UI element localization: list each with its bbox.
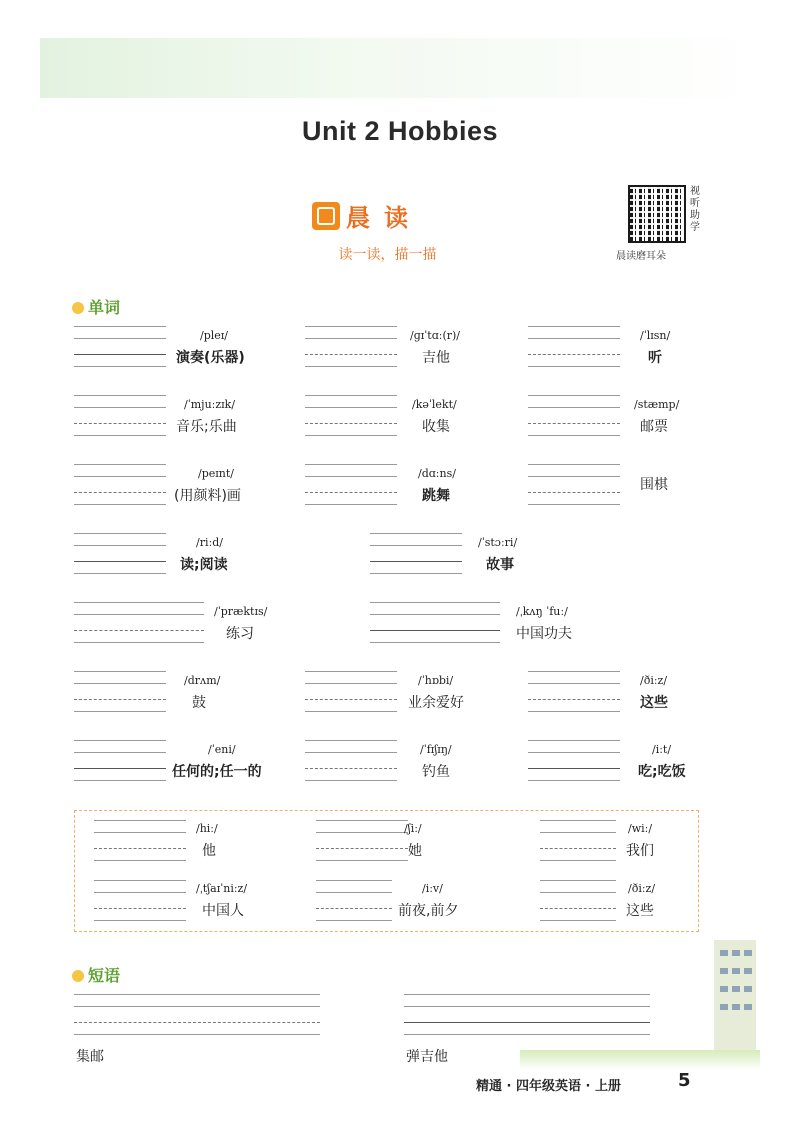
phonetic: /ˈstɔːri/: [478, 536, 518, 549]
meaning: 这些: [626, 903, 654, 919]
phrase-meaning: 弹吉他: [406, 1049, 448, 1065]
writing-lines[interactable]: [540, 880, 616, 918]
meaning: 音乐;乐曲: [176, 419, 237, 435]
writing-lines[interactable]: [74, 326, 166, 364]
phonetic: /iːt/: [652, 743, 672, 756]
phonetic: /wiː/: [628, 822, 653, 835]
writing-lines[interactable]: [316, 880, 392, 918]
phonetic: /iːv/: [422, 882, 443, 895]
writing-lines[interactable]: [305, 326, 397, 364]
phonetic: /kəˈlekt/: [412, 398, 457, 411]
phonetic: /ɡɪˈtɑː(r)/: [410, 329, 461, 342]
phonetic: /ðiːz/: [640, 674, 668, 687]
meaning: 我们: [626, 843, 654, 859]
phonetic: /ˌtʃaɪˈniːz/: [196, 882, 248, 895]
meaning: 任何的;任一的: [172, 764, 262, 780]
writing-lines[interactable]: [74, 533, 166, 571]
bullet-icon: [72, 302, 84, 314]
meaning: 跳舞: [422, 488, 450, 504]
phonetic: /ˈmjuːzɪk/: [184, 398, 236, 411]
meaning: 故事: [486, 557, 514, 573]
writing-lines[interactable]: [305, 395, 397, 433]
meaning: 这些: [640, 695, 668, 711]
section-subtitle: 读一读，描一描: [338, 247, 437, 263]
phonetic: /ˈfɪʃɪŋ/: [420, 743, 452, 756]
reading-icon: [312, 202, 340, 230]
writing-lines[interactable]: [305, 671, 397, 709]
writing-lines[interactable]: [74, 671, 166, 709]
phonetic: /ðiːz/: [628, 882, 656, 895]
phrase-meaning: 集邮: [76, 1049, 104, 1065]
meaning: 中国功夫: [516, 626, 572, 642]
header-band: [40, 38, 760, 98]
meaning: 中国人: [202, 903, 244, 919]
phonetic: /ˌkʌŋ ˈfuː/: [516, 605, 568, 618]
qr-code-icon[interactable]: [628, 185, 686, 243]
meaning: 邮票: [640, 419, 668, 435]
meaning: 他: [202, 843, 216, 859]
meaning: 业余爱好: [408, 695, 464, 711]
phonetic: /dɑːns/: [418, 467, 456, 480]
qr-caption: 晨读磨耳朵: [616, 251, 666, 262]
phonetic: /drʌm/: [184, 674, 221, 687]
phonetic: /peɪnt/: [198, 467, 234, 480]
phonetic: /hiː/: [196, 822, 218, 835]
phonetic: /ˈeni/: [208, 743, 236, 756]
grass-decoration: [520, 1050, 760, 1070]
phonetic: /pleɪ/: [200, 329, 228, 342]
writing-lines[interactable]: [74, 740, 166, 778]
meaning: 吃;吃饭: [638, 764, 686, 780]
meaning: 读;阅读: [180, 557, 228, 573]
phonetic: /stæmp/: [634, 398, 680, 411]
writing-lines[interactable]: [404, 994, 650, 1032]
phonetic: /riːd/: [196, 536, 223, 549]
meaning: 听: [648, 350, 662, 366]
writing-lines[interactable]: [528, 395, 620, 433]
section-title: 晨读: [346, 204, 422, 232]
phonetic: /ˈpræktɪs/: [214, 605, 268, 618]
phonetic: /ˈlɪsn/: [640, 329, 671, 342]
book-title: 精通 · 四年级英语 · 上册: [476, 1079, 621, 1094]
writing-lines[interactable]: [94, 820, 186, 858]
writing-lines[interactable]: [74, 395, 166, 433]
writing-lines[interactable]: [316, 820, 408, 858]
writing-lines[interactable]: [370, 602, 500, 640]
meaning: 吉他: [422, 350, 450, 366]
writing-lines[interactable]: [74, 602, 204, 640]
meaning: 围棋: [640, 477, 668, 493]
meaning: 鼓: [192, 695, 206, 711]
writing-lines[interactable]: [528, 464, 620, 502]
meaning: 钓鱼: [422, 764, 450, 780]
writing-lines[interactable]: [305, 464, 397, 502]
bullet-icon: [72, 970, 84, 982]
phonetic: /ʃiː/: [404, 822, 422, 835]
writing-lines[interactable]: [74, 464, 166, 502]
writing-lines[interactable]: [94, 880, 186, 918]
page-number: 5: [678, 1070, 691, 1091]
meaning: (用颜料)画: [174, 488, 241, 504]
meaning: 演奏(乐器): [176, 350, 245, 366]
qr-side-label: 视听助学: [690, 186, 700, 233]
writing-lines[interactable]: [528, 740, 620, 778]
meaning: 前夜,前夕: [398, 903, 459, 919]
writing-lines[interactable]: [540, 820, 616, 858]
building-illustration: [714, 940, 756, 1050]
writing-lines[interactable]: [528, 671, 620, 709]
writing-lines[interactable]: [528, 326, 620, 364]
phonetic: /ˈhɒbi/: [418, 674, 454, 687]
writing-lines[interactable]: [305, 740, 397, 778]
writing-lines[interactable]: [370, 533, 462, 571]
meaning: 收集: [422, 419, 450, 435]
writing-lines[interactable]: [74, 994, 320, 1032]
meaning: 她: [408, 843, 422, 859]
page-title: Unit 2 Hobbies: [301, 116, 498, 146]
meaning: 练习: [226, 626, 254, 642]
